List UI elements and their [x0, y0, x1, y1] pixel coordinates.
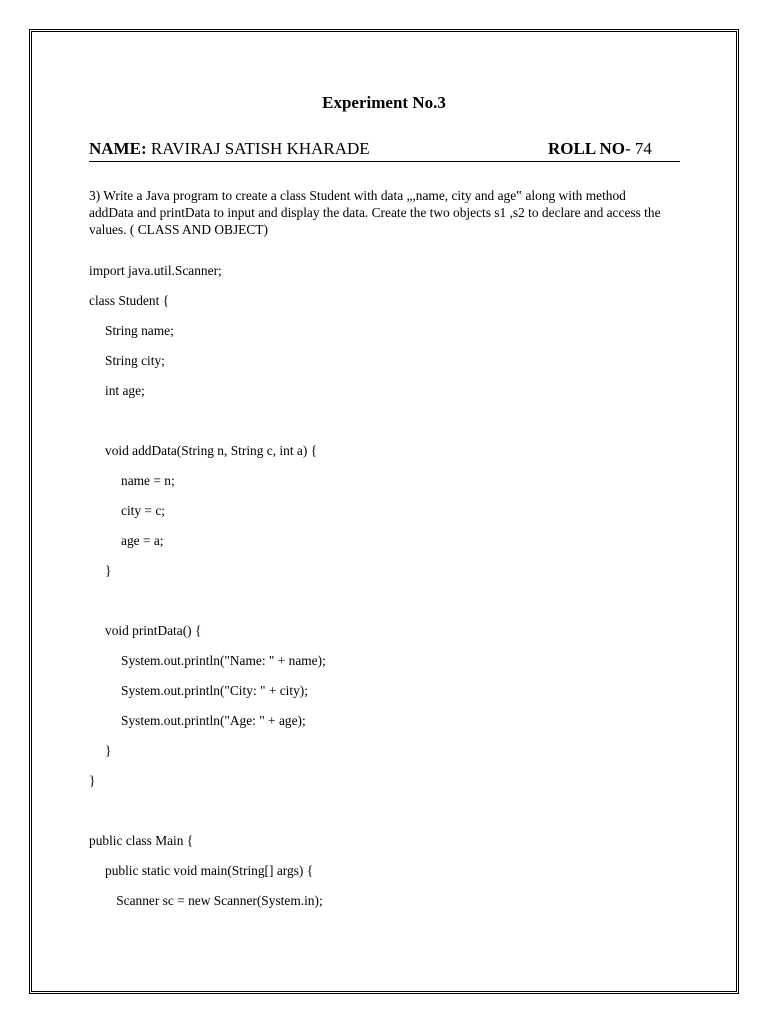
name-value: RAVIRAJ SATISH KHARADE — [146, 139, 370, 158]
code-line: void printData() { — [105, 623, 202, 638]
code-line: System.out.println("Age: " + age); — [121, 713, 306, 728]
question-text: 3) Write a Java program to create a class Student with data „,name, city and age‟ along with method addData and printData to input and display the data. Create the two objects s1 ,s2 to declare and access the values. ( CLASS AND OBJECT) — [89, 188, 661, 237]
code-line: String city; — [105, 353, 165, 368]
code-line — [89, 796, 689, 826]
code-line: public class Main { — [89, 833, 194, 848]
code-line: import java.util.Scanner; — [89, 263, 222, 278]
code-line: System.out.println("Name: " + name); — [121, 653, 326, 668]
roll-label: ROLL NO — [548, 139, 625, 158]
code-line: Scanner sc = new Scanner(System.in); — [116, 893, 323, 908]
code-line: } — [105, 743, 112, 758]
code-line: } — [89, 773, 96, 788]
code-line: public static void main(String[] args) { — [105, 863, 314, 878]
code-line: int age; — [105, 383, 145, 398]
code-line: void addData(String n, String c, int a) { — [105, 443, 318, 458]
code-line: System.out.println("City: " + city); — [121, 683, 308, 698]
code-line: age = a; — [121, 533, 164, 548]
code-line — [89, 406, 689, 436]
code-block — [89, 256, 689, 916]
code-line: city = c; — [121, 503, 165, 518]
code-line: class Student { — [89, 293, 170, 308]
student-header — [89, 139, 680, 162]
code-line: } — [105, 563, 112, 578]
code-line — [89, 586, 689, 616]
code-line: name = n; — [121, 473, 175, 488]
code-line: String name; — [105, 323, 174, 338]
roll-number — [548, 139, 652, 159]
name-label: NAME: — [89, 139, 147, 158]
roll-value: - 74 — [625, 139, 652, 158]
student-name — [89, 139, 370, 159]
page-title: Experiment No.3 — [322, 93, 446, 112]
